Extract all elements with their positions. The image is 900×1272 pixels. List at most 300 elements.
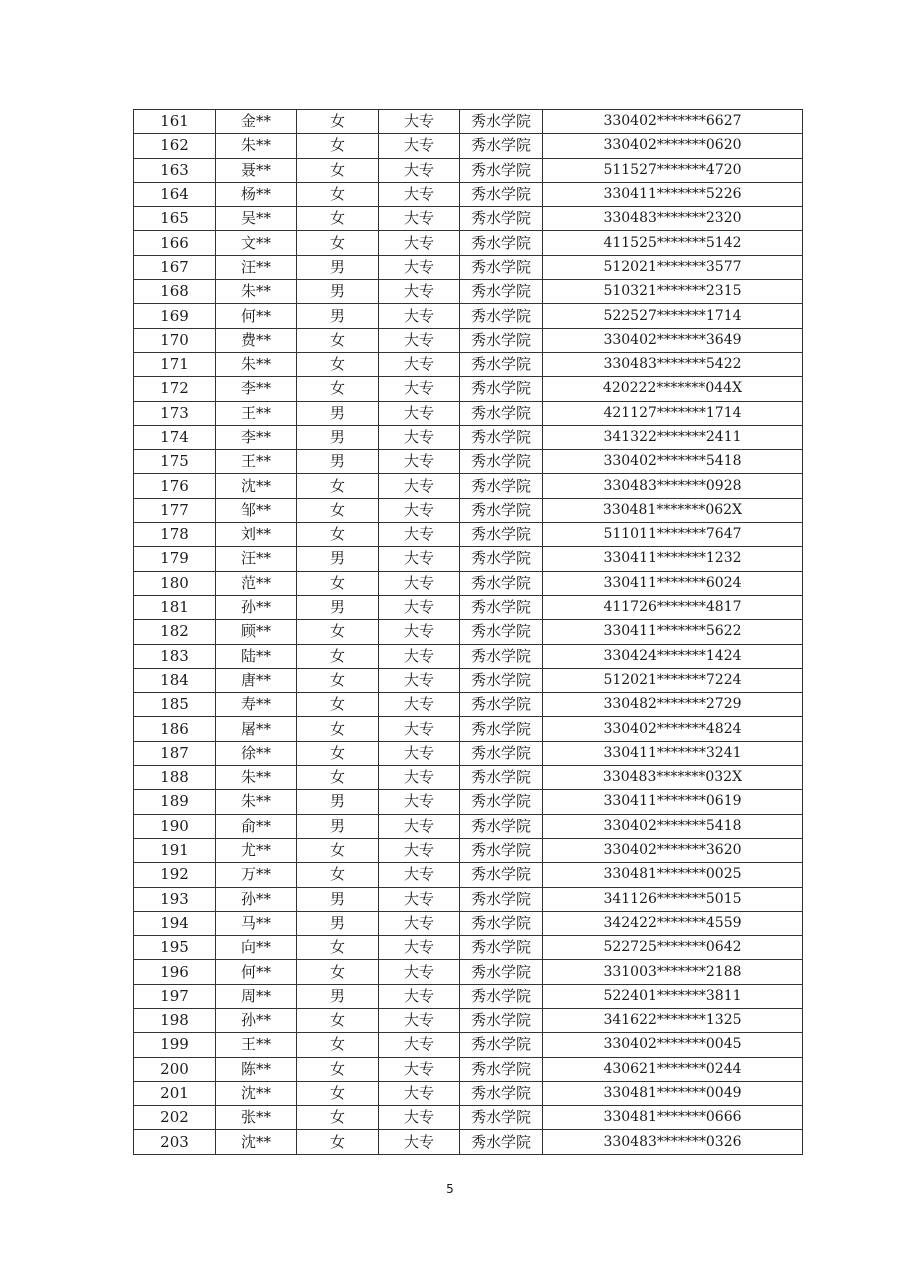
name-cell: 周**	[216, 984, 297, 1008]
college-cell: 秀水学院	[460, 450, 543, 474]
education-cell: 大专	[379, 766, 460, 790]
table-row	[134, 887, 803, 911]
id-number-cell: 510321*******2315	[543, 280, 803, 304]
education-cell: 大专	[379, 255, 460, 279]
education-cell: 大专	[379, 158, 460, 182]
gender-cell: 女	[297, 668, 379, 692]
name-cell: 范**	[216, 571, 297, 595]
college-cell: 秀水学院	[460, 377, 543, 401]
id-number-cell: 331003*******2188	[543, 960, 803, 984]
education-cell: 大专	[379, 984, 460, 1008]
name-cell: 俞**	[216, 814, 297, 838]
table-row	[134, 960, 803, 984]
education-cell: 大专	[379, 620, 460, 644]
name-cell: 李**	[216, 377, 297, 401]
row-number-cell: 194	[134, 911, 216, 935]
id-number-cell: 330424*******1424	[543, 644, 803, 668]
name-cell: 屠**	[216, 717, 297, 741]
row-number-cell: 162	[134, 134, 216, 158]
name-cell: 向**	[216, 936, 297, 960]
name-cell: 王**	[216, 450, 297, 474]
education-cell: 大专	[379, 352, 460, 376]
row-number-cell: 186	[134, 717, 216, 741]
gender-cell: 女	[297, 1081, 379, 1105]
college-cell: 秀水学院	[460, 231, 543, 255]
name-cell: 孙**	[216, 887, 297, 911]
gender-cell: 女	[297, 936, 379, 960]
education-cell: 大专	[379, 1081, 460, 1105]
id-number-cell: 330402*******3620	[543, 838, 803, 862]
row-number-cell: 163	[134, 158, 216, 182]
gender-cell: 女	[297, 960, 379, 984]
name-cell: 杨**	[216, 182, 297, 206]
education-cell: 大专	[379, 401, 460, 425]
table-row	[134, 693, 803, 717]
gender-cell: 女	[297, 498, 379, 522]
college-cell: 秀水学院	[460, 158, 543, 182]
name-cell: 邹**	[216, 498, 297, 522]
gender-cell: 女	[297, 863, 379, 887]
gender-cell: 女	[297, 1106, 379, 1130]
id-number-cell: 330483*******0326	[543, 1130, 803, 1154]
id-number-cell: 341622*******1325	[543, 1008, 803, 1032]
name-cell: 聂**	[216, 158, 297, 182]
college-cell: 秀水学院	[460, 328, 543, 352]
id-number-cell: 522401*******3811	[543, 984, 803, 1008]
table-row	[134, 547, 803, 571]
row-number-cell: 203	[134, 1130, 216, 1154]
id-number-cell: 330402*******0045	[543, 1033, 803, 1057]
gender-cell: 女	[297, 620, 379, 644]
name-cell: 汪**	[216, 255, 297, 279]
name-cell: 张**	[216, 1106, 297, 1130]
id-number-cell: 411726*******4817	[543, 595, 803, 619]
gender-cell: 女	[297, 231, 379, 255]
table-row	[134, 498, 803, 522]
id-number-cell: 330411*******5622	[543, 620, 803, 644]
education-cell: 大专	[379, 717, 460, 741]
table-row	[134, 280, 803, 304]
college-cell: 秀水学院	[460, 595, 543, 619]
id-number-cell: 330483*******032X	[543, 766, 803, 790]
gender-cell: 女	[297, 474, 379, 498]
college-cell: 秀水学院	[460, 1130, 543, 1154]
gender-cell: 男	[297, 790, 379, 814]
education-cell: 大专	[379, 668, 460, 692]
row-number-cell: 196	[134, 960, 216, 984]
education-cell: 大专	[379, 450, 460, 474]
row-number-cell: 179	[134, 547, 216, 571]
id-number-cell: 330411*******1232	[543, 547, 803, 571]
college-cell: 秀水学院	[460, 182, 543, 206]
id-number-cell: 330402*******5418	[543, 450, 803, 474]
college-cell: 秀水学院	[460, 110, 543, 134]
table-row	[134, 1106, 803, 1130]
education-cell: 大专	[379, 1057, 460, 1081]
education-cell: 大专	[379, 110, 460, 134]
row-number-cell: 190	[134, 814, 216, 838]
id-number-cell: 411525*******5142	[543, 231, 803, 255]
row-number-cell: 168	[134, 280, 216, 304]
id-number-cell: 330481*******0049	[543, 1081, 803, 1105]
education-cell: 大专	[379, 1106, 460, 1130]
name-cell: 顾**	[216, 620, 297, 644]
gender-cell: 女	[297, 766, 379, 790]
row-number-cell: 176	[134, 474, 216, 498]
gender-cell: 男	[297, 814, 379, 838]
id-number-cell: 330411*******0619	[543, 790, 803, 814]
gender-cell: 女	[297, 377, 379, 401]
college-cell: 秀水学院	[460, 766, 543, 790]
college-cell: 秀水学院	[460, 134, 543, 158]
education-cell: 大专	[379, 377, 460, 401]
name-cell: 王**	[216, 1033, 297, 1057]
name-cell: 朱**	[216, 766, 297, 790]
college-cell: 秀水学院	[460, 620, 543, 644]
table-row	[134, 182, 803, 206]
table-row	[134, 911, 803, 935]
college-cell: 秀水学院	[460, 887, 543, 911]
id-number-cell: 511011*******7647	[543, 523, 803, 547]
table-row	[134, 717, 803, 741]
id-number-cell: 341126*******5015	[543, 887, 803, 911]
name-cell: 王**	[216, 401, 297, 425]
education-cell: 大专	[379, 741, 460, 765]
college-cell: 秀水学院	[460, 1008, 543, 1032]
name-cell: 何**	[216, 960, 297, 984]
gender-cell: 女	[297, 110, 379, 134]
education-cell: 大专	[379, 814, 460, 838]
name-cell: 费**	[216, 328, 297, 352]
table-row	[134, 814, 803, 838]
id-number-cell: 330483*******2320	[543, 207, 803, 231]
id-number-cell: 330483*******5422	[543, 352, 803, 376]
college-cell: 秀水学院	[460, 352, 543, 376]
row-number-cell: 198	[134, 1008, 216, 1032]
college-cell: 秀水学院	[460, 741, 543, 765]
row-number-cell: 165	[134, 207, 216, 231]
education-cell: 大专	[379, 182, 460, 206]
row-number-cell: 180	[134, 571, 216, 595]
college-cell: 秀水学院	[460, 644, 543, 668]
education-cell: 大专	[379, 838, 460, 862]
college-cell: 秀水学院	[460, 474, 543, 498]
id-number-cell: 512021*******3577	[543, 255, 803, 279]
table-row	[134, 766, 803, 790]
name-cell: 汪**	[216, 547, 297, 571]
id-number-cell: 330481*******062X	[543, 498, 803, 522]
education-cell: 大专	[379, 1008, 460, 1032]
row-number-cell: 201	[134, 1081, 216, 1105]
row-number-cell: 175	[134, 450, 216, 474]
row-number-cell: 191	[134, 838, 216, 862]
id-number-cell: 430621*******0244	[543, 1057, 803, 1081]
table-row	[134, 134, 803, 158]
id-number-cell: 330402*******5418	[543, 814, 803, 838]
row-number-cell: 174	[134, 425, 216, 449]
table-row	[134, 1130, 803, 1154]
gender-cell: 女	[297, 182, 379, 206]
name-cell: 吴**	[216, 207, 297, 231]
row-number-cell: 164	[134, 182, 216, 206]
name-cell: 沈**	[216, 1130, 297, 1154]
college-cell: 秀水学院	[460, 1057, 543, 1081]
id-number-cell: 330411*******6024	[543, 571, 803, 595]
gender-cell: 女	[297, 644, 379, 668]
table-row	[134, 352, 803, 376]
education-cell: 大专	[379, 547, 460, 571]
id-number-cell: 511527*******4720	[543, 158, 803, 182]
row-number-cell: 170	[134, 328, 216, 352]
table-row	[134, 644, 803, 668]
id-number-cell: 330411*******5226	[543, 182, 803, 206]
row-number-cell: 173	[134, 401, 216, 425]
gender-cell: 女	[297, 328, 379, 352]
gender-cell: 女	[297, 352, 379, 376]
id-number-cell: 522527*******1714	[543, 304, 803, 328]
education-cell: 大专	[379, 1033, 460, 1057]
college-cell: 秀水学院	[460, 571, 543, 595]
row-number-cell: 172	[134, 377, 216, 401]
name-cell: 唐**	[216, 668, 297, 692]
college-cell: 秀水学院	[460, 425, 543, 449]
name-cell: 沈**	[216, 1081, 297, 1105]
table-row	[134, 1008, 803, 1032]
education-cell: 大专	[379, 134, 460, 158]
row-number-cell: 193	[134, 887, 216, 911]
education-cell: 大专	[379, 280, 460, 304]
id-number-cell: 330402*******0620	[543, 134, 803, 158]
college-cell: 秀水学院	[460, 936, 543, 960]
college-cell: 秀水学院	[460, 280, 543, 304]
row-number-cell: 200	[134, 1057, 216, 1081]
table-row	[134, 984, 803, 1008]
table-row	[134, 377, 803, 401]
id-number-cell: 330482*******2729	[543, 693, 803, 717]
name-cell: 孙**	[216, 1008, 297, 1032]
education-cell: 大专	[379, 498, 460, 522]
id-number-cell: 341322*******2411	[543, 425, 803, 449]
row-number-cell: 178	[134, 523, 216, 547]
row-number-cell: 188	[134, 766, 216, 790]
id-number-cell: 421127*******1714	[543, 401, 803, 425]
table-row	[134, 474, 803, 498]
college-cell: 秀水学院	[460, 668, 543, 692]
name-cell: 沈**	[216, 474, 297, 498]
table-row	[134, 158, 803, 182]
name-cell: 寿**	[216, 693, 297, 717]
college-cell: 秀水学院	[460, 207, 543, 231]
education-cell: 大专	[379, 425, 460, 449]
table-row	[134, 936, 803, 960]
name-cell: 孙**	[216, 595, 297, 619]
table-row	[134, 110, 803, 134]
gender-cell: 男	[297, 547, 379, 571]
row-number-cell: 185	[134, 693, 216, 717]
education-cell: 大专	[379, 571, 460, 595]
name-cell: 朱**	[216, 790, 297, 814]
id-number-cell: 330402*******6627	[543, 110, 803, 134]
gender-cell: 女	[297, 571, 379, 595]
name-cell: 陆**	[216, 644, 297, 668]
college-cell: 秀水学院	[460, 838, 543, 862]
college-cell: 秀水学院	[460, 790, 543, 814]
table-row	[134, 207, 803, 231]
gender-cell: 女	[297, 1033, 379, 1057]
college-cell: 秀水学院	[460, 255, 543, 279]
row-number-cell: 171	[134, 352, 216, 376]
table-row	[134, 425, 803, 449]
gender-cell: 女	[297, 741, 379, 765]
table-row	[134, 255, 803, 279]
college-cell: 秀水学院	[460, 717, 543, 741]
id-number-cell: 330402*******4824	[543, 717, 803, 741]
table-row	[134, 571, 803, 595]
college-cell: 秀水学院	[460, 401, 543, 425]
name-cell: 文**	[216, 231, 297, 255]
table-row	[134, 1081, 803, 1105]
college-cell: 秀水学院	[460, 984, 543, 1008]
row-number-cell: 166	[134, 231, 216, 255]
gender-cell: 女	[297, 693, 379, 717]
name-cell: 徐**	[216, 741, 297, 765]
row-number-cell: 199	[134, 1033, 216, 1057]
college-cell: 秀水学院	[460, 693, 543, 717]
gender-cell: 男	[297, 887, 379, 911]
table-row	[134, 790, 803, 814]
row-number-cell: 167	[134, 255, 216, 279]
name-cell: 陈**	[216, 1057, 297, 1081]
education-cell: 大专	[379, 960, 460, 984]
id-number-cell: 330402*******3649	[543, 328, 803, 352]
education-cell: 大专	[379, 790, 460, 814]
row-number-cell: 161	[134, 110, 216, 134]
table-row	[134, 838, 803, 862]
row-number-cell: 187	[134, 741, 216, 765]
id-number-cell: 330481*******0666	[543, 1106, 803, 1130]
education-cell: 大专	[379, 863, 460, 887]
education-cell: 大专	[379, 523, 460, 547]
education-cell: 大专	[379, 693, 460, 717]
row-number-cell: 183	[134, 644, 216, 668]
name-cell: 朱**	[216, 352, 297, 376]
id-number-cell: 522725*******0642	[543, 936, 803, 960]
education-cell: 大专	[379, 644, 460, 668]
id-number-cell: 330411*******3241	[543, 741, 803, 765]
college-cell: 秀水学院	[460, 1081, 543, 1105]
table-row	[134, 595, 803, 619]
education-cell: 大专	[379, 207, 460, 231]
gender-cell: 女	[297, 523, 379, 547]
table-row	[134, 450, 803, 474]
college-cell: 秀水学院	[460, 547, 543, 571]
college-cell: 秀水学院	[460, 960, 543, 984]
id-number-cell: 420222*******044X	[543, 377, 803, 401]
name-cell: 马**	[216, 911, 297, 935]
college-cell: 秀水学院	[460, 1106, 543, 1130]
gender-cell: 男	[297, 280, 379, 304]
table-row	[134, 1057, 803, 1081]
row-number-cell: 192	[134, 863, 216, 887]
page-number: 5	[446, 1182, 454, 1196]
table-row	[134, 523, 803, 547]
education-cell: 大专	[379, 887, 460, 911]
roster-table	[133, 109, 803, 1155]
name-cell: 李**	[216, 425, 297, 449]
row-number-cell: 177	[134, 498, 216, 522]
name-cell: 朱**	[216, 280, 297, 304]
gender-cell: 女	[297, 207, 379, 231]
college-cell: 秀水学院	[460, 498, 543, 522]
id-number-cell: 330483*******0928	[543, 474, 803, 498]
row-number-cell: 195	[134, 936, 216, 960]
gender-cell: 女	[297, 134, 379, 158]
gender-cell: 女	[297, 717, 379, 741]
row-number-cell: 182	[134, 620, 216, 644]
gender-cell: 男	[297, 911, 379, 935]
gender-cell: 女	[297, 838, 379, 862]
table-row	[134, 741, 803, 765]
id-number-cell: 330481*******0025	[543, 863, 803, 887]
gender-cell: 女	[297, 1057, 379, 1081]
college-cell: 秀水学院	[460, 1033, 543, 1057]
gender-cell: 男	[297, 450, 379, 474]
gender-cell: 男	[297, 425, 379, 449]
table-row	[134, 620, 803, 644]
name-cell: 万**	[216, 863, 297, 887]
id-number-cell: 342422*******4559	[543, 911, 803, 935]
education-cell: 大专	[379, 595, 460, 619]
gender-cell: 女	[297, 1130, 379, 1154]
gender-cell: 男	[297, 401, 379, 425]
name-cell: 金**	[216, 110, 297, 134]
college-cell: 秀水学院	[460, 911, 543, 935]
table-row	[134, 1033, 803, 1057]
row-number-cell: 181	[134, 595, 216, 619]
table-row	[134, 863, 803, 887]
row-number-cell: 189	[134, 790, 216, 814]
table-row	[134, 304, 803, 328]
college-cell: 秀水学院	[460, 523, 543, 547]
row-number-cell: 197	[134, 984, 216, 1008]
college-cell: 秀水学院	[460, 863, 543, 887]
name-cell: 何**	[216, 304, 297, 328]
education-cell: 大专	[379, 936, 460, 960]
education-cell: 大专	[379, 1130, 460, 1154]
education-cell: 大专	[379, 328, 460, 352]
row-number-cell: 169	[134, 304, 216, 328]
id-number-cell: 512021*******7224	[543, 668, 803, 692]
college-cell: 秀水学院	[460, 304, 543, 328]
gender-cell: 男	[297, 304, 379, 328]
gender-cell: 男	[297, 595, 379, 619]
education-cell: 大专	[379, 911, 460, 935]
table-row	[134, 401, 803, 425]
name-cell: 刘**	[216, 523, 297, 547]
education-cell: 大专	[379, 304, 460, 328]
education-cell: 大专	[379, 474, 460, 498]
name-cell: 尤**	[216, 838, 297, 862]
row-number-cell: 202	[134, 1106, 216, 1130]
education-cell: 大专	[379, 231, 460, 255]
table-row	[134, 328, 803, 352]
row-number-cell: 184	[134, 668, 216, 692]
gender-cell: 男	[297, 255, 379, 279]
table-row	[134, 668, 803, 692]
name-cell: 朱**	[216, 134, 297, 158]
gender-cell: 男	[297, 984, 379, 1008]
gender-cell: 女	[297, 1008, 379, 1032]
